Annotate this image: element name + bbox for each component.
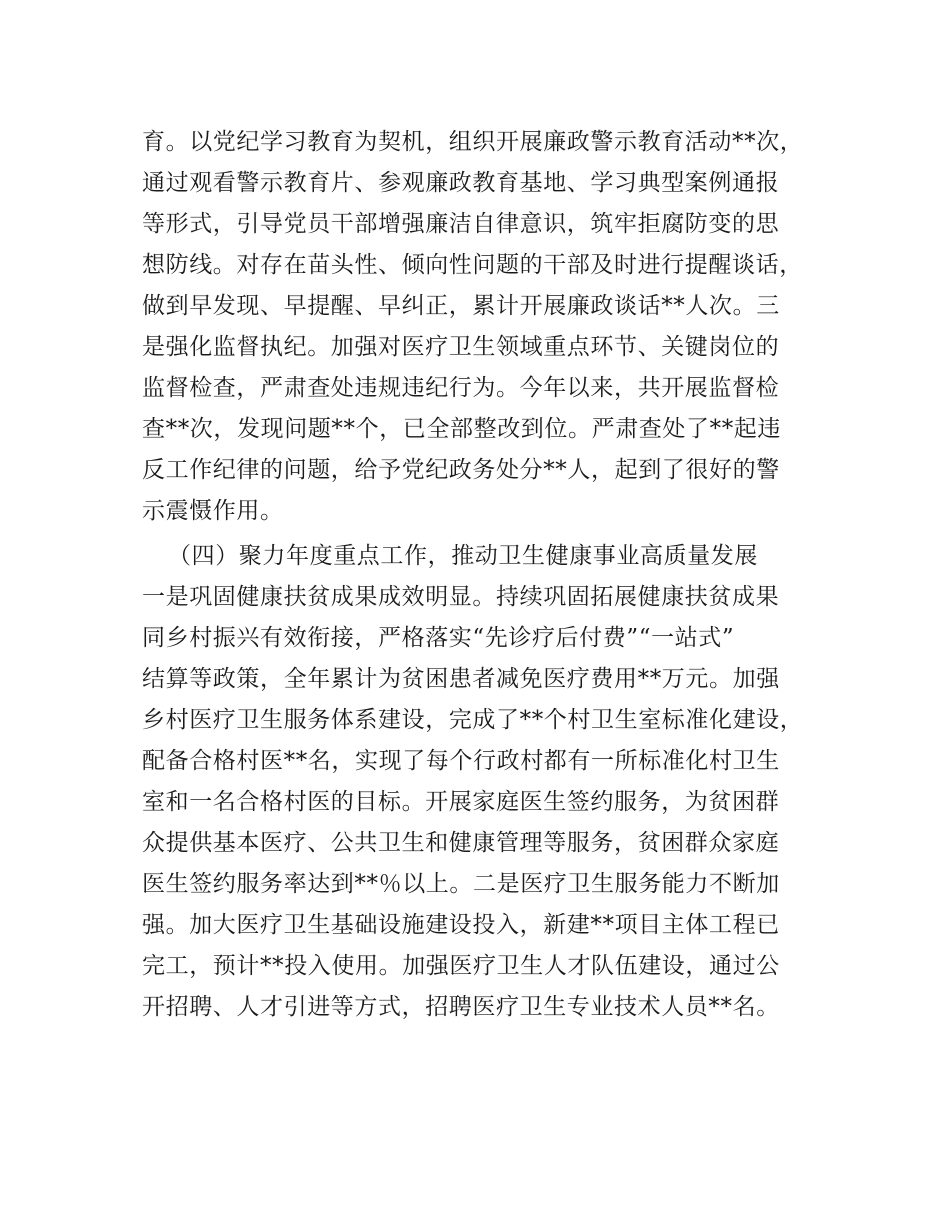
- paragraph-2-line-4: 结算等政策，全年累计为贫困患者减免医疗费用**万元。加强: [142, 666, 780, 692]
- paragraph-2-line-2: 一是巩固健康扶贫成果成效明显。持续巩固拓展健康扶贫成果: [142, 584, 780, 610]
- paragraph-1-line-8: 查**次，发现问题**个，已全部整改到位。严肃查处了**起违: [142, 416, 781, 442]
- paragraph-2-line-12: 开招聘、人才引进等方式，招聘医疗卫生专业技术人员**名。: [142, 994, 780, 1020]
- section-heading: （四）聚力年度重点工作，推动卫生健康事业高质量发展: [168, 543, 758, 569]
- paragraph-1-line-1: 育。以党纪学习教育为契机，组织开展廉政警示教育活动**次，: [142, 129, 804, 155]
- paragraph-2-line-6: 配备合格村医**名，实现了每个行政村都有一所标准化村卫生: [142, 748, 780, 774]
- paragraph-2-line-8: 众提供基本医疗、公共卫生和健康管理等服务，贫困群众家庭: [142, 830, 780, 856]
- paragraph-2-line-7: 室和一名合格村医的目标。开展家庭医生签约服务，为贫困群: [142, 789, 780, 815]
- paragraph-2-line-5: 乡村医疗卫生服务体系建设，完成了**个村卫生室标准化建设，: [142, 707, 804, 733]
- paragraph-1-line-5: 做到早发现、早提醒、早纠正，累计开展廉政谈话**人次。三: [142, 293, 780, 319]
- paragraph-2-line-3: 同乡村振兴有效衔接，严格落实“先诊疗后付费”“一站式”: [142, 625, 735, 651]
- paragraph-2-line-11: 完工，预计**投入使用。加强医疗卫生人才队伍建设，通过公: [142, 953, 780, 979]
- paragraph-2-line-10: 强。加大医疗卫生基础设施建设投入，新建**项目主体工程已: [142, 912, 780, 938]
- paragraph-1-line-4: 想防线。对存在苗头性、倾向性问题的干部及时进行提醒谈话，: [142, 252, 803, 278]
- paragraph-1-line-10: 示震慑作用。: [142, 498, 284, 524]
- paragraph-1-line-7: 监督检查，严肃查处违规违纪行为。今年以来，共开展监督检: [142, 375, 780, 401]
- paragraph-1-line-3: 等形式，引导党员干部增强廉洁自律意识，筑牢拒腐防变的思: [142, 211, 780, 237]
- paragraph-1-line-6: 是强化监督执纪。加强对医疗卫生领域重点环节、关键岗位的: [142, 334, 780, 360]
- paragraph-1-line-9: 反工作纪律的问题，给予党纪政务处分**人，起到了很好的警: [142, 457, 780, 483]
- paragraph-1-line-2: 通过观看警示教育片、参观廉政教育基地、学习典型案例通报: [142, 170, 780, 196]
- paragraph-2-line-9: 医生签约服务率达到**％以上。二是医疗卫生服务能力不断加: [142, 871, 780, 897]
